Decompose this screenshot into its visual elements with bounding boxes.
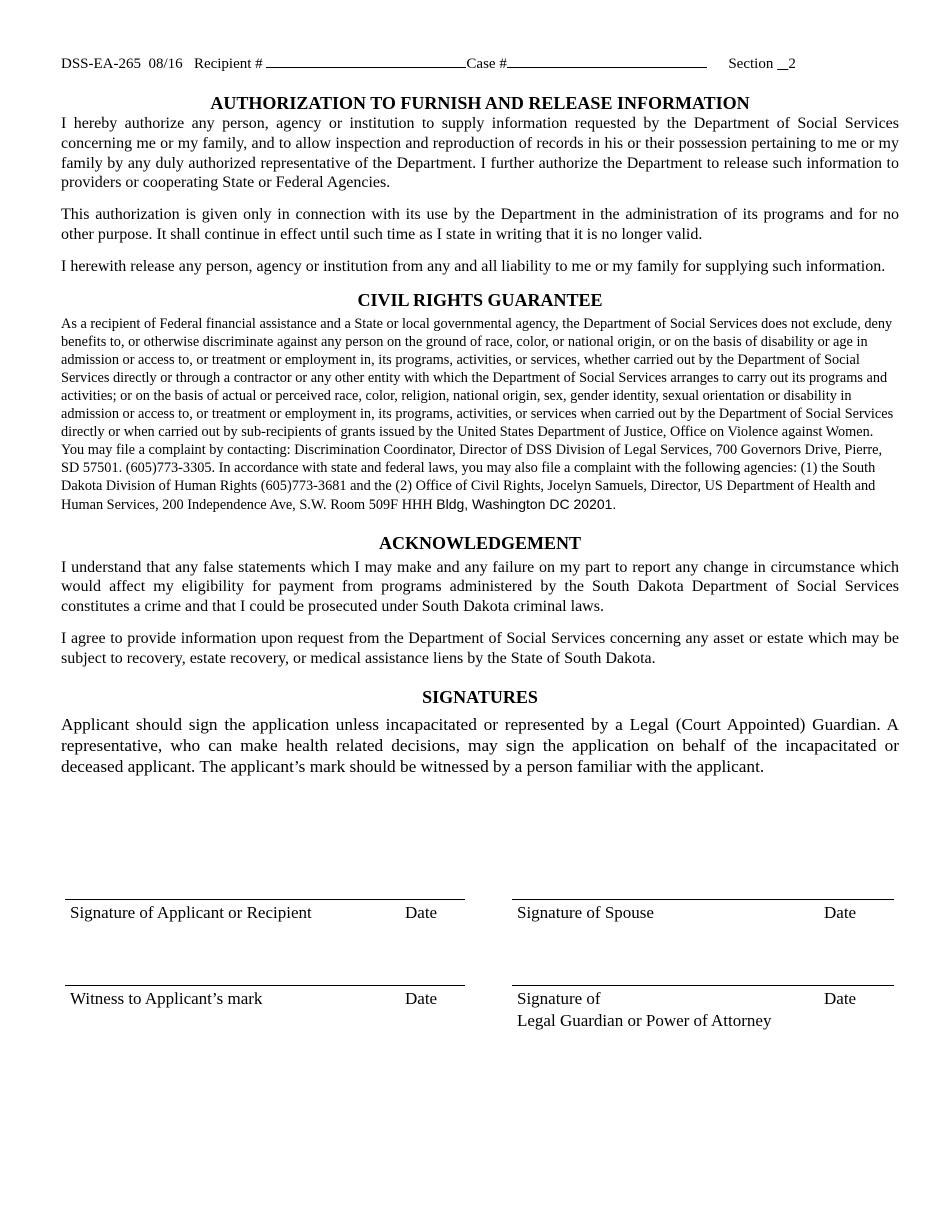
- applicant-signature-label: Signature of Applicant or Recipient: [70, 903, 312, 922]
- form-date: 08/16: [148, 56, 183, 72]
- guardian-signature-line[interactable]: [512, 985, 894, 986]
- form-body: [61, 92, 899, 777]
- authorization-paragraph-3: I herewith release any person, agency or institution from any and all liability to me or my family for supplying such information.: [61, 257, 886, 275]
- acknowledgement-title: ACKNOWLEDGEMENT: [378, 532, 582, 553]
- applicant-signature-line[interactable]: [65, 899, 465, 900]
- spouse-signature-label: Signature of Spouse: [517, 903, 654, 922]
- acknowledgement-paragraph-1: I understand that any false statements which I may make and any failure on my part to report any change in circumstance which would affect my eligibility for payment from programs administered by the South Dakota Department of Social Services constitutes a crime and that I could be prosecuted under South Dakota criminal laws.: [61, 558, 899, 616]
- witness-date-label: Date: [405, 989, 438, 1008]
- civil-rights-title: CIVIL RIGHTS GUARANTEE: [357, 289, 603, 310]
- applicant-date-label: Date: [405, 903, 438, 922]
- spouse-date-label: Date: [824, 903, 857, 922]
- section-label: Section: [728, 56, 774, 72]
- spouse-signature-line[interactable]: [512, 899, 894, 900]
- section-number: 2: [788, 56, 796, 72]
- guardian-date-label: Date: [824, 989, 857, 1008]
- signatures-instructions: Applicant should sign the application unless incapacitated or represented by a Legal (Court Appointed) Guardian. A representative, who can make health related decisions, may sign the application on behalf of the incapacitated or deceased applicant. The applicant’s mark should be witnessed by a person familiar with the applicant.: [61, 714, 899, 776]
- authorization-paragraph-2: This authorization is given only in connection with its use by the Department in the administration of its programs and for no other purpose. It shall continue in effect until such time as I state in writing that it is no longer valid.: [61, 206, 899, 243]
- case-number-field[interactable]: [507, 55, 707, 68]
- witness-signature-label: Witness to Applicant’s mark: [70, 989, 263, 1008]
- recipient-label: Recipient #: [193, 56, 263, 72]
- acknowledgement-paragraph-2: I agree to provide information upon request from the Department of Social Services concerning any asset or estate which may be subject to recovery, estate recovery, or medical assistance liens by the State of South Dakota.: [61, 629, 899, 667]
- signatures-title: SIGNATURES: [422, 686, 538, 707]
- form-header: [61, 55, 901, 73]
- form-id: DSS-EA-265: [61, 56, 142, 72]
- authorization-title: AUTHORIZATION TO FURNISH AND RELEASE INFORMATION: [210, 93, 750, 113]
- civil-rights-address-tail: Bldg, Washington DC 20201.: [436, 495, 617, 512]
- authorization-paragraph-1: I hereby authorize any person, agency or institution to supply information requested by the Department of Social Services concerning me or my family, and to allow inspection and reproduction of records in his or their possession pertaining to me or my family by any duly authorized representative of the Department. I further authorize the Department to release such information to providers or cooperating State or Federal Agencies.: [61, 115, 899, 192]
- guardian-signature-label: Signature of Legal Guardian or Power of Attorney: [517, 989, 772, 1030]
- recipient-number-field[interactable]: [266, 55, 466, 68]
- witness-signature-line[interactable]: [65, 985, 465, 986]
- civil-rights-text: As a recipient of Federal financial assistance and a State or local governmental agency, the Department of Social Services does not exclude, deny benefits to, or otherwise discriminate against any person on the ground of race, color, or national origin, or on the basis of disability or age in admission or access to, or treatment or employment in, its programs, activities, or services, whether carried out by the Department of Social Services directly or through a contractor or any other entity with which the Department of Social Services arranges to carry out its programs and activities; or on the basis of actual or perceived race, color, religion, national origin, sex, gender identity, sexual orientation or disability in admission or access to, or treatment or employment in, its programs, activities, or services when carried out by the Department of Social Services directly or when carried out by sub-recipients of grants issued by the United States Department of Justice, Office on Violence against Women. You may file a complaint by contacting: Discrimination Coordinator, Director of DSS Division of Legal Services, 700 Governors Drive, Pierre, SD 57501. (605)773-3305. In accordance with state and federal laws, you may also file a complaint with the following agencies: (1) the South Dakota Division of Human Rights (605)773-3681 and the (2) Office of Civil Rights, Jocelyn Samuels, Director, US Department of Health and Human Services, 200 Independence Ave, S.W. Room 509F HHH Bldg, Washington DC 20201.: [61, 315, 894, 513]
- case-label: Case #: [466, 56, 507, 72]
